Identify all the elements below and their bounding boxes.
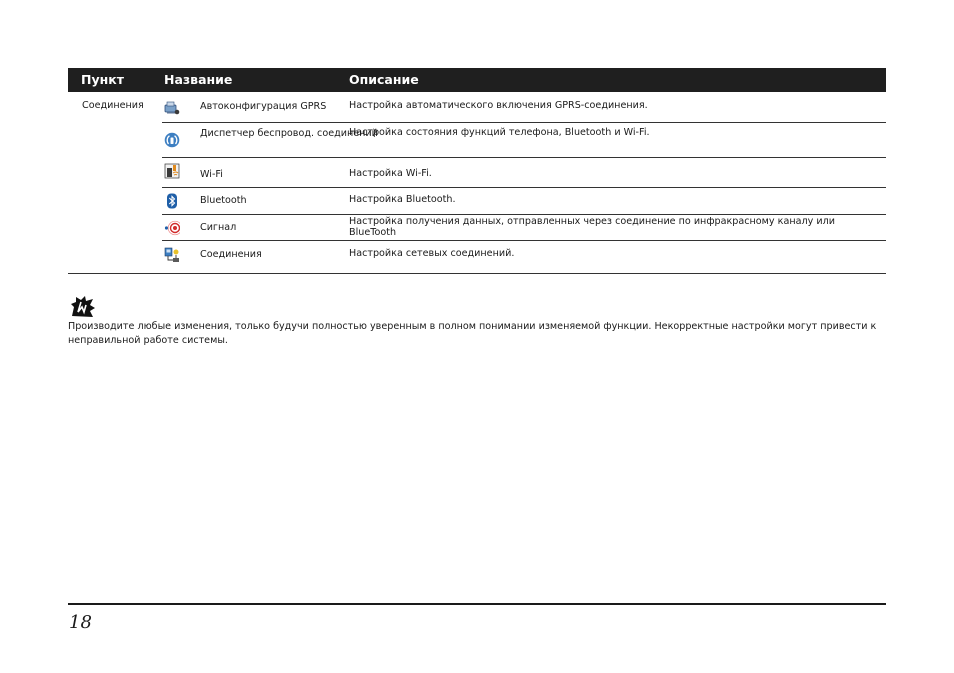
table-row xyxy=(162,188,886,215)
table-header xyxy=(68,68,886,92)
wifi-icon xyxy=(164,163,180,179)
table-row xyxy=(162,123,886,158)
connections-icon xyxy=(164,247,180,263)
page-number: 18 xyxy=(69,612,92,633)
row-name: Автоконфигурация GPRS xyxy=(200,101,327,112)
row-description: Настройка Bluetooth. xyxy=(349,194,456,205)
warning-note: Производите любые изменения, только будучи полностью уверенным в полном понимании изменяемой функции. Некорректные настройки могут привести к неправильной работе системы. xyxy=(68,321,877,346)
row-description: Настройка Wi-Fi. xyxy=(349,168,432,179)
row-description: Настройка автоматического включения GPRS-соединения. xyxy=(349,100,648,111)
table-row xyxy=(162,92,886,123)
signal-beam-icon xyxy=(164,220,180,236)
row-name: Bluetooth xyxy=(200,195,247,206)
row-description: Настройка состояния функций телефона, Bluetooth и Wi-Fi. xyxy=(349,127,650,138)
header-description: Описание xyxy=(349,72,419,87)
wireless-manager-icon xyxy=(164,132,180,148)
group-label: Соединения xyxy=(82,100,144,111)
footer-divider xyxy=(68,603,886,605)
row-description: Настройка получения данных, отправленных через соединение по инфракрасному каналу или BlueTooth xyxy=(349,216,835,238)
bluetooth-icon xyxy=(164,193,180,209)
row-name: Диспетчер беспровод. соединений xyxy=(200,128,378,139)
header-name: Название xyxy=(164,72,233,87)
header-item: Пункт xyxy=(81,72,124,87)
warning-icon xyxy=(70,296,96,318)
table-body xyxy=(68,92,886,274)
row-name: Соединения xyxy=(200,249,262,260)
settings-table xyxy=(68,68,886,274)
row-description: Настройка сетевых соединений. xyxy=(349,248,515,259)
table-row xyxy=(162,215,886,241)
row-name: Wi-Fi xyxy=(200,169,223,180)
gprs-autoconfig-icon xyxy=(164,100,180,116)
table-row xyxy=(162,158,886,188)
row-name: Сигнал xyxy=(200,222,237,233)
table-row xyxy=(162,241,886,272)
